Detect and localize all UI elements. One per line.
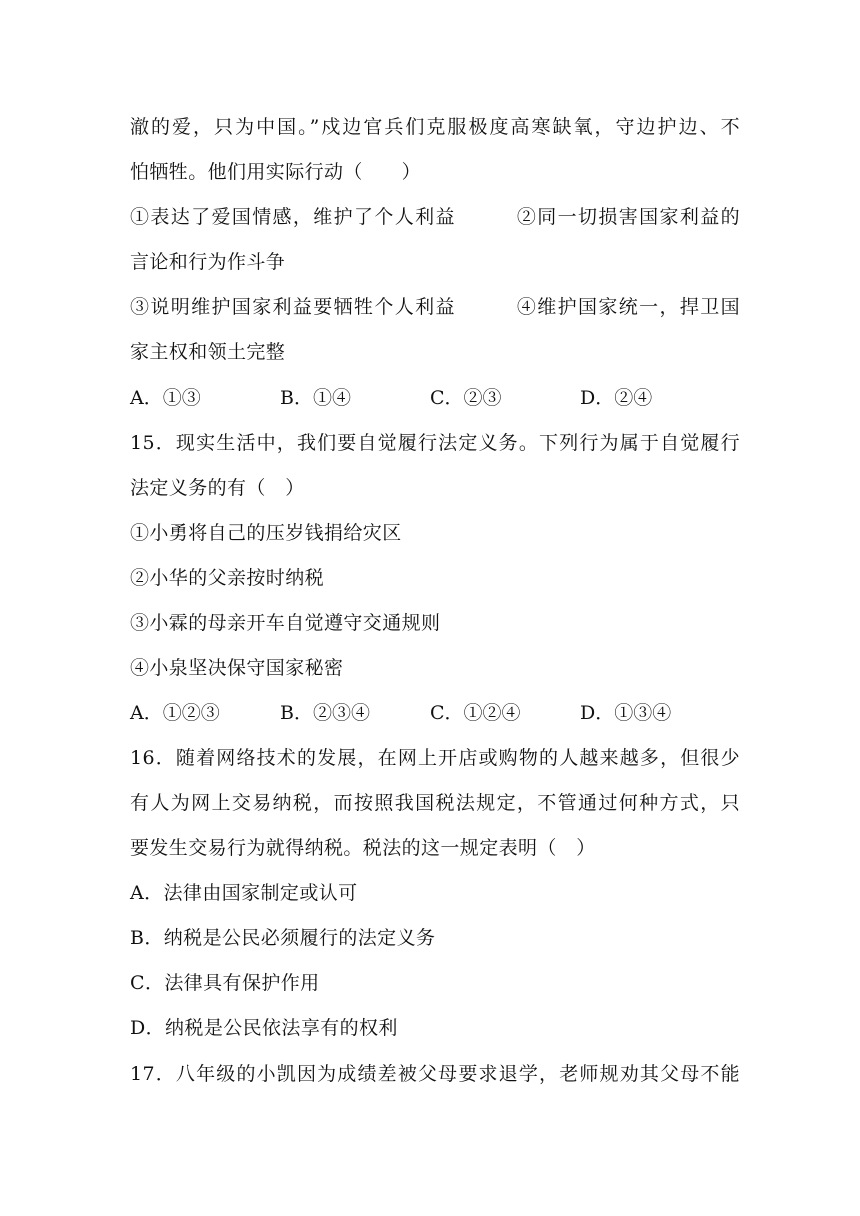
q16-stem-line-2: 有人为网上交易纳税，而按照我国税法规定，不管通过何种方式，只 <box>130 792 740 814</box>
q16-option-a: A．法律由国家制定或认可 <box>130 882 358 904</box>
q14-stem-line-2: 怕牺牲。他们用实际行动（ ） <box>130 161 422 183</box>
q16-option-d: D．纳税是公民依法享有的权利 <box>130 1017 398 1039</box>
q16-option-b: B．纳税是公民必须履行的法定义务 <box>130 927 436 949</box>
q14-option-a: A．①③ <box>130 387 201 409</box>
q14-item-line-2: 言论和行为作斗争 <box>130 251 286 273</box>
q15-stem-line-2: 法定义务的有（ ） <box>130 477 305 499</box>
q17-stem-line-1: 17．八年级的小凯因为成绩差被父母要求退学，老师规劝其父母不能 <box>130 1063 740 1085</box>
q16-stem-line-3: 要发生交易行为就得纳税。税法的这一规定表明（ ） <box>130 837 596 859</box>
q15-item-2: ②小华的父亲按时纳税 <box>130 567 325 589</box>
q14-option-d: D．②④ <box>580 387 653 409</box>
q15-option-b: B．②③④ <box>280 702 370 724</box>
q15-item-4: ④小泉坚决保守国家秘密 <box>130 657 344 679</box>
q14-item-line-1: ①表达了爱国情感，维护了个人利益 ②同一切损害国家利益的 <box>130 206 740 228</box>
q14-item-line-4: 家主权和领土完整 <box>130 341 286 363</box>
q14-option-b: B．①④ <box>280 387 351 409</box>
q14-stem-line-1: 澈的爱，只为中国。”戍边官兵们克服极度高寒缺氧，守边护边、不 <box>130 116 740 138</box>
q14-option-c: C．②③ <box>430 387 502 409</box>
q16-stem-line-1: 16．随着网络技术的发展，在网上开店或购物的人越来越多，但很少 <box>130 747 740 769</box>
q15-item-1: ①小勇将自己的压岁钱捐给灾区 <box>130 522 402 544</box>
q15-option-a: A．①②③ <box>130 702 220 724</box>
q16-option-c: C．法律具有保护作用 <box>130 972 320 994</box>
q14-item-line-3: ③说明维护国家利益要牺牲个人利益 ④维护国家统一，捍卫国 <box>130 296 740 318</box>
q15-option-d: D．①③④ <box>580 702 672 724</box>
q15-stem-line-1: 15．现实生活中，我们要自觉履行法定义务。下列行为属于自觉履行 <box>130 432 740 454</box>
q15-item-3: ③小霖的母亲开车自觉遵守交通规则 <box>130 612 441 634</box>
q15-option-c: C．①②④ <box>430 702 521 724</box>
